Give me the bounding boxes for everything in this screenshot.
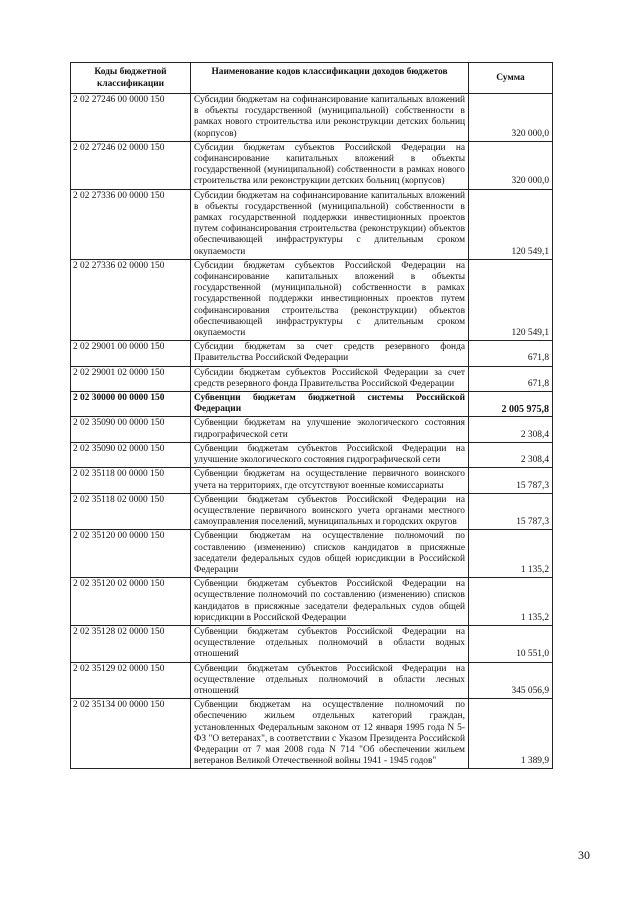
table-row — [71, 699, 553, 769]
table-row — [71, 366, 553, 391]
row-name: Субсидии бюджетам субъектов Российской Федерации на софинансирование капитальных вложений в объекты государственной (муниципальной) собственности в рамках государственной поддержки инвестиционных проектов путем софинансирования строительства (реконструкции) объектов обеспечивающей инфраструктуры с длительным сроком окупаемости — [191, 259, 469, 340]
row-code: 2 02 35120 02 0000 150 — [71, 578, 191, 626]
table-row — [71, 141, 553, 189]
row-code: 2 02 27246 00 0000 150 — [71, 94, 191, 142]
table-row — [71, 530, 553, 578]
row-sum: 1 135,2 — [469, 530, 553, 578]
row-code: 2 02 35120 00 0000 150 — [71, 530, 191, 578]
header-sum: Сумма — [469, 63, 553, 94]
row-name: Субсидии бюджетам субъектов Российской Федерации на софинансирование капитальных вложений в объекты государственной (муниципальной) собственности в рамках нового строительства или реконструкции детских больниц (корпусов) — [191, 141, 469, 189]
row-name: Субвенции бюджетам субъектов Российской Федерации на осуществление первичного воинского учета органами местного самоуправления поселений, муниципальных и городских округов — [191, 493, 469, 530]
row-sum: 120 549,1 — [469, 189, 553, 259]
row-code: 2 02 27336 00 0000 150 — [71, 189, 191, 259]
row-name: Субсидии бюджетам на софинансирование капитальных вложений в объекты государственной (муниципальной) собственности в рамках государственной поддержки инвестиционных проектов путем софинансирования строительства (реконструкции) объектов обеспечивающей инфраструктуры с длительным сроком окупаемости — [191, 189, 469, 259]
row-sum: 10 551,0 — [469, 625, 553, 662]
row-name: Субвенции бюджетам на осуществление полномочий по обеспечению жильем отдельных категорий граждан, установленных Федеральным законом от 12 января 1995 года N 5-ФЗ "О ветеранах", в соответствии с Указом Президента Российской Федерации от 7 мая 2008 года N 714 "Об обеспечении жильем ветеранов Великой Отечественной войны 1941 - 1945 годов" — [191, 699, 469, 769]
row-name: Субвенции бюджетам на улучшение экологического состояния гидрографической сети — [191, 417, 469, 442]
table-row — [71, 468, 553, 493]
row-sum: 15 787,3 — [469, 493, 553, 530]
row-code: 2 02 27336 02 0000 150 — [71, 259, 191, 340]
table-row — [71, 392, 553, 417]
table-row — [71, 625, 553, 662]
table-row — [71, 417, 553, 442]
row-code: 2 02 35118 02 0000 150 — [71, 493, 191, 530]
page-number: 30 — [578, 848, 590, 862]
row-name: Субвенции бюджетам субъектов Российской Федерации на осуществление отдельных полномочий в области водных отношений — [191, 625, 469, 662]
table-row — [71, 662, 553, 699]
row-sum: 320 000,0 — [469, 141, 553, 189]
header-name: Наименование кодов классификации доходов бюджетов — [191, 63, 469, 94]
row-sum: 15 787,3 — [469, 468, 553, 493]
budget-table-container — [70, 62, 552, 769]
row-sum: 1 135,2 — [469, 578, 553, 626]
row-code: 2 02 35128 02 0000 150 — [71, 625, 191, 662]
row-name: Субсидии бюджетам субъектов Российской Федерации за счет средств резервного фонда Правительства Российской Федерации — [191, 366, 469, 391]
row-code: 2 02 35090 00 0000 150 — [71, 417, 191, 442]
row-code: 2 02 29001 02 0000 150 — [71, 366, 191, 391]
row-name: Субвенции бюджетам на осуществление полномочий по составлению (изменению) списков кандидатов в присяжные заседатели федеральных судов общей юрисдикции в Российской Федерации — [191, 530, 469, 578]
table-row — [71, 189, 553, 259]
row-code: 2 02 35118 00 0000 150 — [71, 468, 191, 493]
table-row — [71, 442, 553, 467]
table-row — [71, 493, 553, 530]
row-name: Субвенции бюджетам субъектов Российской Федерации на осуществление полномочий по составлению (изменению) списков кандидатов в присяжные заседатели федеральных судов общей юрисдикции в Российской Федерации — [191, 578, 469, 626]
row-code: 2 02 35129 02 0000 150 — [71, 662, 191, 699]
row-code: 2 02 30000 00 0000 150 — [71, 392, 191, 417]
table-row — [71, 259, 553, 340]
table-body — [71, 94, 553, 769]
row-name: Субсидии бюджетам за счет средств резервного фонда Правительства Российской Федерации — [191, 341, 469, 366]
row-name: Субвенции бюджетам бюджетной системы Российской Федерации — [191, 392, 469, 417]
row-code: 2 02 35090 02 0000 150 — [71, 442, 191, 467]
table-header-row — [71, 63, 553, 94]
row-code: 2 02 35134 00 0000 150 — [71, 699, 191, 769]
table-row — [71, 341, 553, 366]
row-name: Субвенции бюджетам на осуществление первичного воинского учета на территориях, где отсутствуют военные комиссариаты — [191, 468, 469, 493]
budget-classification-table — [70, 62, 553, 769]
table-row — [71, 94, 553, 142]
row-code: 2 02 29001 00 0000 150 — [71, 341, 191, 366]
row-sum: 2 308,4 — [469, 417, 553, 442]
row-sum: 320 000,0 — [469, 94, 553, 142]
row-sum: 2 005 975,8 — [469, 392, 553, 417]
row-sum: 1 389,9 — [469, 699, 553, 769]
row-sum: 671,8 — [469, 366, 553, 391]
row-name: Субвенции бюджетам субъектов Российской Федерации на осуществление отдельных полномочий в области лесных отношений — [191, 662, 469, 699]
row-sum: 345 056,9 — [469, 662, 553, 699]
row-code: 2 02 27246 02 0000 150 — [71, 141, 191, 189]
row-name: Субвенции бюджетам субъектов Российской Федерации на улучшение экологического состояния гидрографической сети — [191, 442, 469, 467]
table-row — [71, 578, 553, 626]
row-name: Субсидии бюджетам на софинансирование капитальных вложений в объекты государственной (муниципальной) собственности в рамках нового строительства или реконструкции детских больниц (корпусов) — [191, 94, 469, 142]
row-sum: 671,8 — [469, 341, 553, 366]
row-sum: 120 549,1 — [469, 259, 553, 340]
header-codes: Коды бюджетной классификации — [71, 63, 191, 94]
row-sum: 2 308,4 — [469, 442, 553, 467]
